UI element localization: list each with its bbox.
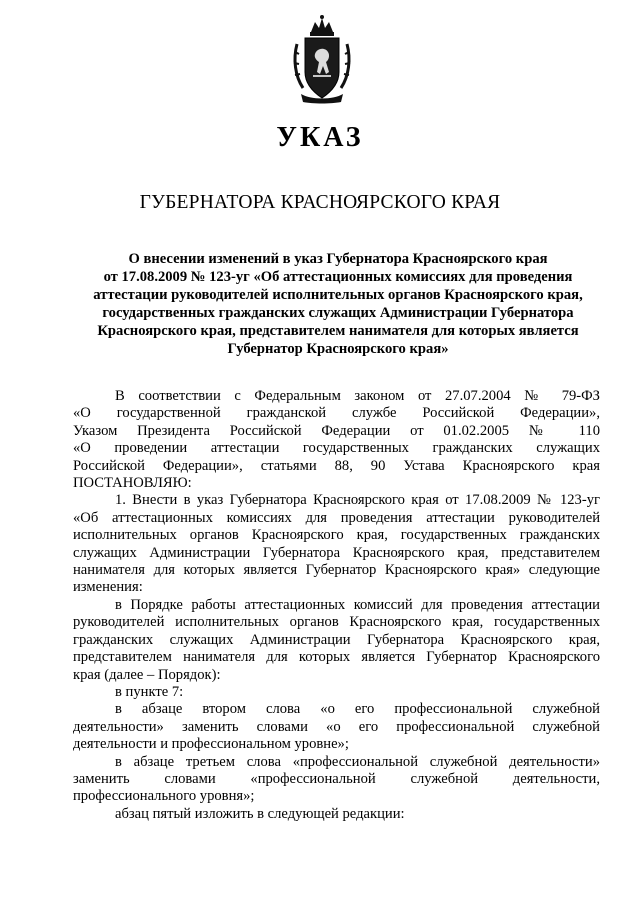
body-line: исполнительных органов Красноярского края, государственных гражданских <box>73 527 600 544</box>
coat-of-arms-icon <box>291 14 353 104</box>
document-title: УКАЗ <box>276 122 364 153</box>
body-line: руководителей исполнительных органов Красноярского края, государственных <box>73 614 600 631</box>
body-line: гражданских служащих Администрации Губернатора Красноярского края, <box>73 631 600 648</box>
paragraph-clause-7: в пункте 7: <box>115 683 184 700</box>
body-line: деятельности» заменить словами «о его профессиональной служебной <box>73 718 600 735</box>
body-line: профессионального уровня»; <box>73 788 255 805</box>
body-line: представителем нанимателя для которых является Губернатор Красноярского <box>73 649 600 666</box>
body-line: деятельности и профессиональном уровне»; <box>73 736 349 753</box>
body-line: Российской Федерации», статьями 88, 90 Устава Красноярского края <box>73 457 600 474</box>
body-line: ПОСТАНОВЛЯЮ: <box>73 475 192 492</box>
heading-line: аттестации руководителей исполнительных органов Красноярского края, <box>93 287 583 303</box>
heading-line: от 17.08.2009 № 123-уг «Об аттестационных комиссиях для проведения <box>103 269 573 285</box>
paragraph-preamble <box>73 388 600 492</box>
body-line: «О государственной гражданской службе Российской Федерации», <box>73 405 600 422</box>
body-line: в абзаце третьем слова «профессиональной служебной деятельности» <box>115 753 600 770</box>
paragraph-amendment-2 <box>73 701 600 753</box>
heading-line: Губернатор Красноярского края» <box>227 341 449 357</box>
paragraph-amendment-3 <box>73 754 600 806</box>
body-line: в Порядке работы аттестационных комиссий для проведения аттестации <box>115 596 600 613</box>
paragraph-amendment-5: абзац пятый изложить в следующей редакции: <box>115 805 405 822</box>
heading-line: государственных гражданских служащих Администрации Губернатора <box>102 305 574 321</box>
decree-heading <box>72 250 604 358</box>
heading-line: О внесении изменений в указ Губернатора Красноярского края <box>128 251 548 267</box>
body-line: края (далее – Порядок): <box>73 666 221 683</box>
body-line: нанимателя для которых является Губернатор Красноярского края» следующие <box>73 562 600 579</box>
body-line: служащих Администрации Губернатора Красноярского края, представителем <box>73 544 600 561</box>
document-subtitle: ГУБЕРНАТОРА КРАСНОЯРСКОГО КРАЯ <box>139 192 501 213</box>
body-line: «О проведении аттестации государственных гражданских служащих <box>73 440 600 457</box>
heading-line: Красноярского края, представителем нанимателя для которых является <box>97 323 579 339</box>
document-body <box>73 388 600 823</box>
body-line: 1. Внести в указ Губернатора Красноярского края от 17.08.2009 № 123-уг <box>115 492 600 509</box>
body-line: В соответствии с Федеральным законом от 27.07.2004 № 79-ФЗ <box>115 388 600 404</box>
paragraph-order <box>73 597 600 684</box>
body-line: заменить словами «профессиональной служебной деятельности, <box>73 770 600 787</box>
paragraph-item-1 <box>73 492 600 596</box>
body-line: в абзаце втором слова «о его профессиональной служебной <box>115 701 600 718</box>
body-line: «Об аттестационных комиссиях для проведения аттестации руководителей <box>73 509 600 526</box>
body-line: Указом Президента Российской Федерации от 01.02.2005 № 110 <box>73 422 600 439</box>
body-line: изменения: <box>73 579 143 596</box>
